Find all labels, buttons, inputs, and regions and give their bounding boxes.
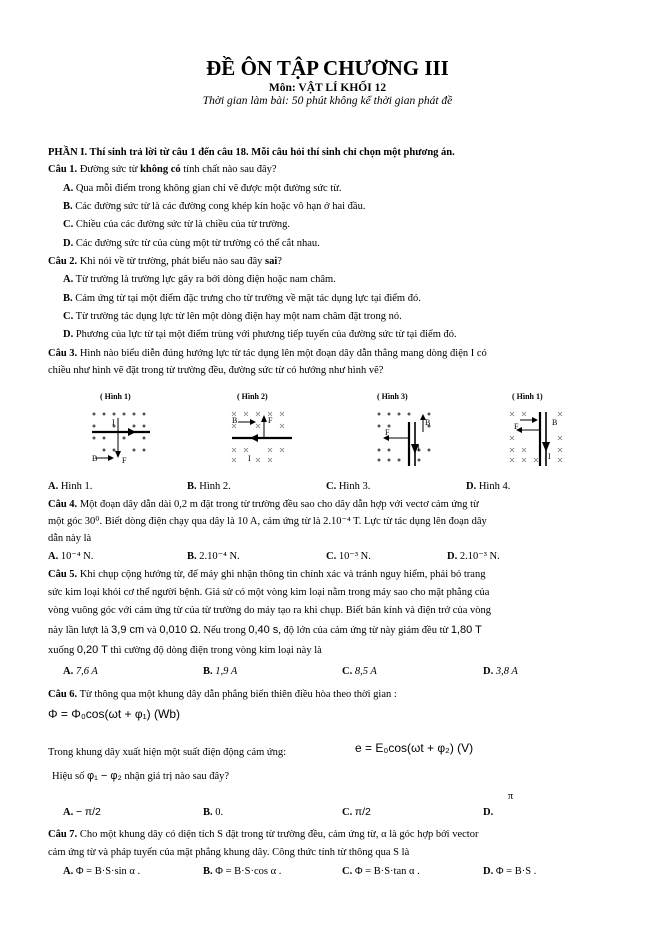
q3-stem-line1: Câu 3. Hình nào biểu diễn đúng hướng lực từ tác dụng lên một đoạn dây dẫn thẳng mang dòng điện I có [48, 348, 487, 359]
q7-stem-line1: Câu 7. Cho một khung dây có diện tích S đặt trong từ trường đều, cảm ứng từ, α là góc hợp bởi vector [48, 829, 479, 840]
q1-text: Đường sức từ [79, 164, 141, 175]
q7-option-a[interactable]: A. Φ = B·S·sin α . [63, 866, 141, 877]
q5-option-d[interactable]: D. 3,8 A [483, 666, 518, 677]
q6-option-a[interactable]: A. − π/2 [63, 806, 101, 818]
q1-option-d[interactable]: D. Các đường sức từ của cùng một từ trường có thể cắt nhau. [63, 238, 320, 249]
figure-4[interactable] [506, 408, 576, 468]
exam-time: Thời gian làm bài: 50 phút không kể thời gian phát đề [202, 95, 453, 107]
q1-stem [48, 163, 277, 176]
q5-option-c[interactable]: C. 8,5 A [342, 666, 377, 677]
q5-option-a[interactable]: A. 7,6 A [63, 666, 98, 677]
figure-2-drawing [228, 408, 298, 468]
q6-stem-line2: Trong khung dây xuất hiện một suất điện động cảm ứng: [48, 747, 287, 758]
q4-option-c[interactable]: C. 10⁻³ N. [326, 551, 371, 562]
resistance-value: 0,010 Ω [159, 624, 199, 636]
q5-stem-line3: vòng vuông góc với cảm ứng từ của từ trường do máy tạo ra khi chụp. Biết bán kính và điện trở của vòng [48, 605, 491, 616]
q6-emf-formula: e = E₀cos(ωt + φ₂) (V) [355, 741, 474, 755]
q4-stem-line2: một góc 30⁰. Biết dòng điện chạy qua dây là 10 A, cảm ứng từ là 2.10⁻⁴ T. Lực từ tác dụng lên đoạn dây [48, 516, 487, 527]
q3-stem-line2: chiều như hình vẽ đặt trong từ trường đều, đường sức từ có hướng như hình vẽ? [48, 365, 384, 376]
q5-stem-line4: này lần lượt là 3,9 cm và 0,010 Ω. Nếu trong 0,40 s, độ lớn của cảm ứng từ này giảm đều từ 1,80 T [48, 624, 482, 636]
figure-1[interactable] [88, 408, 158, 468]
exam-subject: Môn: VẬT LÍ KHỐI 12 [268, 82, 387, 94]
q4-option-a[interactable]: A. 10⁻⁴ N. [48, 551, 94, 562]
q6-stem-line1: Câu 6. Từ thông qua một khung dây dẫn phẳng biến thiên điều hòa theo thời gian : [48, 689, 397, 700]
q2-option-d[interactable]: D. Phương của lực từ tại một điểm trùng với phương tiếp tuyến của đường sức từ tại điểm đó. [63, 329, 457, 340]
q6-option-b[interactable]: B. 0. [203, 807, 224, 818]
figure-1-b-label: B [92, 454, 98, 463]
figure1-caption: ( Hình 1) [100, 392, 131, 401]
figure-1-f-label: F [122, 456, 127, 465]
figure-2[interactable] [228, 408, 298, 468]
q7-option-b[interactable]: B. Φ = B·S·cos α . [203, 866, 282, 877]
q6-flux-formula: Φ = Φ₀cos(ωt + φ₁) (Wb) [48, 707, 181, 721]
q3-option-a[interactable]: A. Hình 1. [48, 481, 93, 492]
q5-stem-line1: Câu 5. Khi chụp cộng hưởng từ, để máy ghi nhận thông tin chính xác và tránh nguy hiểm, phải bỏ trang [48, 569, 486, 580]
exam-title: ĐỀ ÔN TẬP CHƯƠNG III [206, 56, 449, 80]
figure-4-drawing [506, 408, 576, 468]
q4-stem-line1: Câu 4. Một đoạn dây dẫn dài 0,2 m đặt trong từ trường đều sao cho dây dẫn hợp với vectơ cảm ứng từ [48, 499, 479, 510]
figure-4-b-label: B [552, 418, 558, 427]
q6-stem-line3: Hiệu số φ₁ − φ₂ nhận giá trị nào sau đây? [52, 770, 230, 782]
q5-option-b[interactable]: B. 1,9 A [203, 666, 238, 677]
figure3-caption: ( Hình 3) [377, 392, 408, 401]
q6-option-d[interactable]: D. π [483, 791, 514, 818]
figure2-caption: ( Hình 2) [237, 392, 268, 401]
q4-option-b[interactable]: B. 2.10⁻⁴ N. [187, 551, 240, 562]
phase-difference: φ₁ − φ₂ [87, 770, 122, 782]
figure-3-drawing [373, 408, 443, 468]
q7-option-c[interactable]: C. Φ = B·S·tan α . [342, 866, 420, 877]
q3-option-d[interactable]: D. Hình 4. [466, 481, 511, 492]
q7-option-d[interactable]: D. Φ = B·S . [483, 866, 537, 877]
q3-option-c[interactable]: C. Hình 3. [326, 481, 371, 492]
radius-value: 3,9 cm [111, 624, 145, 636]
q2-option-b[interactable]: B. Cảm ứng từ tại một điểm đặc trưng cho từ trường về mặt tác dụng lực tại điểm đó. [63, 293, 421, 304]
b1-value: 1,80 T [450, 624, 482, 636]
q2-option-c[interactable]: C. Từ trường tác dụng lực từ lên một dòng điện hay một nam châm đặt trong nó. [63, 311, 402, 322]
b2-value: 0,20 T [76, 644, 108, 656]
figure-3-f-label: F [385, 428, 390, 437]
q1-text-end: tính chất nào sau đây? [180, 164, 277, 175]
q1-emphasis: không có [140, 164, 181, 175]
figure-4-f-label: F [514, 422, 519, 431]
q4-stem-line3: dẫn này là [48, 533, 92, 544]
figure-2-current-label: I [248, 454, 251, 463]
part1-heading: PHẦN I. Thí sinh trả lời từ câu 1 đến câu 18. Mỗi câu hỏi thí sinh chỉ chọn một phương án. [48, 147, 455, 158]
q1-option-c[interactable]: C. Chiều của các đường sức từ là chiều của từ trường. [63, 219, 291, 230]
q3-option-b[interactable]: B. Hình 2. [187, 481, 231, 492]
figure-1-current-label: I [112, 418, 115, 427]
q7-stem-line2: cảm ứng từ và pháp tuyến của mặt phẳng khung dây. Công thức tính từ thông qua S là [48, 847, 410, 858]
q6-option-c[interactable]: C. π/2 [342, 806, 371, 818]
q1-number: Câu 1. [48, 164, 78, 175]
time-value: 0,40 s [248, 624, 279, 636]
figure-4-current-label: I [548, 452, 551, 461]
q5-stem-line5: xuống 0,20 T thì cường độ dòng điện trong vòng kim loại này là [48, 644, 322, 656]
q5-stem-line2: sức kim loại khỏi cơ thể người bệnh. Giả sử có một vòng kim loại nằm trong máy sao cho mặt phẳng của [48, 587, 490, 598]
figure-2-b-label: B [232, 416, 238, 425]
q1-option-a[interactable]: A. Qua mỗi điểm trong không gian chỉ vẽ được một đường sức từ. [63, 183, 342, 194]
figure-3-b-label: B [425, 418, 431, 427]
q2-stem: Câu 2. Khi nói về từ trường, phát biểu nào sau đây sai? [48, 256, 282, 267]
q1-option-b[interactable]: B. Các đường sức từ là các đường cong khép kín hoặc vô hạn ở hai đầu. [63, 201, 366, 212]
figure-3-current-label: I [417, 444, 420, 453]
q2-option-a[interactable]: A. Từ trường là trường lực gây ra bởi dòng điện hoặc nam châm. [63, 274, 336, 285]
figure4-caption: ( Hình 1) [512, 392, 543, 401]
figure-3[interactable] [373, 408, 443, 468]
q2-number: Câu 2. [48, 256, 78, 267]
q4-option-d[interactable]: D. 2.10⁻³ N. [447, 551, 500, 562]
figure-2-f-label: F [268, 416, 273, 425]
